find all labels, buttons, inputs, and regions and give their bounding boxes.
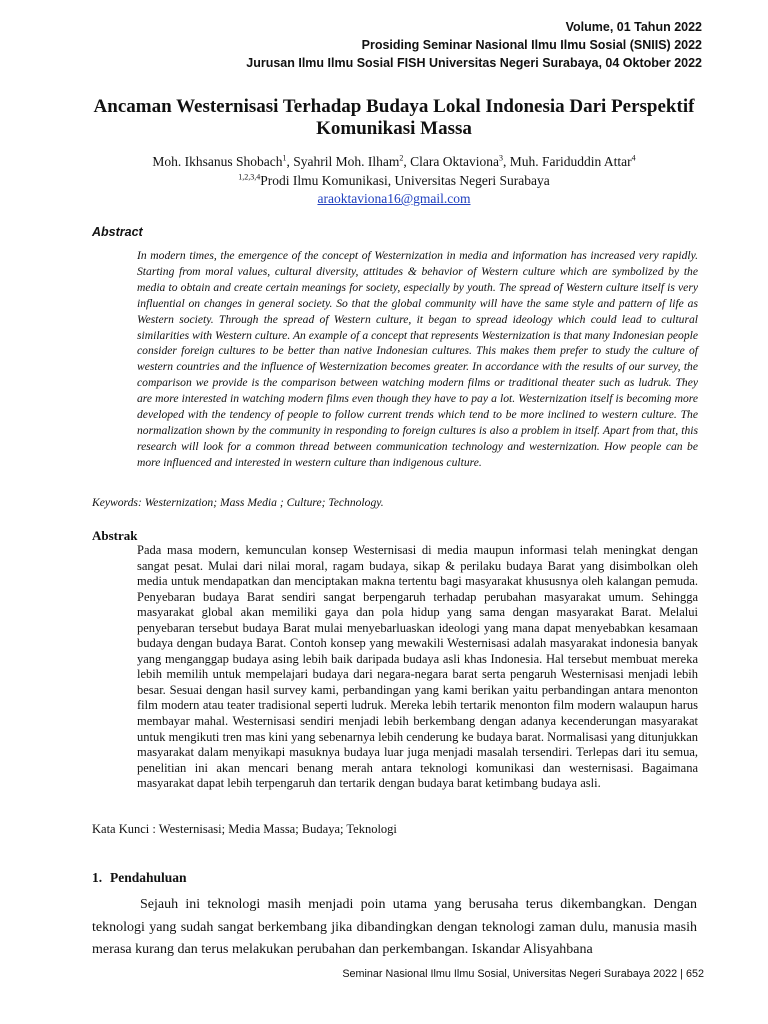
kata-kunci: Kata Kunci : Westernisasi; Media Massa; Budaya; Teknologi [92,822,397,836]
author-superscript: 4 [631,153,636,163]
author-name: Muh. Fariduddin Attar [509,154,632,169]
abstrak-heading: Abstrak [92,528,138,543]
author-name: Clara Oktaviona [410,154,499,169]
author-superscript: 2 [399,153,404,163]
author-list: Moh. Ikhsanus Shobach$^1$, Syahril Moh. Ilham$^2$, Clara Oktaviona$^3$, Muh. Fariduddin Attar$^4$ [152,153,636,169]
affiliation-text: Prodi Ilmu Komunikasi, Universitas Negeri Surabaya [260,173,550,188]
abstract-heading: Abstract [92,225,143,239]
author-name: Syahril Moh. Ilham [293,154,400,169]
keywords: Keywords: Westernization; Mass Media ; Culture; Technology. [92,496,384,509]
section-body-text: Sejauh ini teknologi masih menjadi poin utama yang berusaha terus dikembangkan. Dengan teknologi yang sudah sangat berkembang jika dibandingkan dengan teknologi zaman dulu, manusia masih merasa kurang dan terus melakukan perubahan dan perkembangan. Iskandar Alisyahbana [92,897,697,957]
institution-header: Jurusan Ilmu Ilmu Sosial FISH Universitas Negeri Surabaya, 04 Oktober 2022 [246,56,702,70]
proceedings-header: Prosiding Seminar Nasional Ilmu Ilmu Sosial (SNIIS) 2022 [361,38,702,52]
author-email [60,190,728,208]
section-number: 1. [92,870,103,885]
section-title: Pendahuluan [110,870,187,885]
section-heading [92,870,187,886]
author-name: Moh. Ikhsanus Shobach [152,154,283,169]
email-link[interactable]: araoktaviona16@gmail.com [317,191,471,206]
page-footer: Seminar Nasional Ilmu Ilmu Sosial, Universitas Negeri Surabaya 2022 | 652 [342,968,704,980]
author-superscript: 3 [498,153,503,163]
abstrak-text: Pada masa modern, kemunculan konsep Westernisasi di media maupun informasi telah meningkat dengan sangat pesat. Mulai dari nilai moral, ragam budaya, sikap & perilaku budaya Barat yang disimbolkan oleh media untuk mendapatkan dan menciptakan makna tertentu bagi masyarakat khususnya oleh kalangan pemuda. Penyebaran budaya Barat sendiri sangat berpengaruh terhadap perubahan masyarakat umum. Sehingga masyarakat global akan memiliki gaya dan pola hidup yang sama dengan masyarakat Barat. Melalui penyebaran tersebut budaya Barat mulai menyebarluaskan ideologi yang mana dapat menyebabkan kesamaan budaya dengan budaya Barat. Contoh konsep yang mewakili Westernisasi adalah masyarakat indonesia banyak yang menganggap budaya asing lebih baik daripada budaya asli khas Indonesia. Hal tersebut membuat mereka lebih memilih untuk mempelajari budaya dari negara-negara barat serta pengaruh Westernisasi menjadi lebih besar. Sesuai dengan hasil survey kami, perbandingan yang kami berikan yaitu perbandingan antara menonton film modern atau teater tradisional seperti ludruk. Mereka lebih tertarik menonton film modern walaupun harus membayar mahal. Westernisasi sendiri menjadi lebih berkembang dengan adanya kecenderungan masyarakat untuk mengikuti tren mas kini yang sebenarnya lebih cenderung ke budaya barat. Normalisasi yang ditunjukkan masyarakat dalam menyikapi masuknya budaya luar juga menjadi masalah tersendiri. Terlepas dari itu semua, penelitian ini akan mencari benang merah antara teknologi komunikasi dan westernisasi. Bagaimana masyarakat dapat lebih terpengaruh dan tertarik dengan budaya barat ketimbang budaya asli. [137,543,698,791]
paper-title: Ancaman Westernisasi Terhadap Budaya Lokal Indonesia Dari Perspektif Komunikasi Massa [93,96,695,139]
affiliation-superscript: 1,2,3,4 [238,172,261,182]
affiliation [60,172,728,190]
author-superscript: 1 [282,153,287,163]
abstract-text: In modern times, the emergence of the concept of Westernization in media and information has increased very rapidly. Starting from moral values, cultural diversity, attitudes & behavior of Western culture which are symbolized by the media to obtain and create certain meanings for society, especially by youth. The spread of Western culture itself is very influential on changes in general society. So that the global community will have the same style and pattern of life as Western society. Through the spread of Western culture, it began to spread ideology which could lead to cultural similarities with Western culture. An example of a concept that represents Westernization is that many Indonesian people consider foreign cultures to be better than native Indonesian cultures. This makes them prefer to study the culture of western countries and the influence of Westernization becomes greater. In accordance with the results of our survey, the comparison we provide is the comparison between watching modern films or traditional theater such as ludruk. They are more interested in watching modern films even though they have to pay a lot. Westernization itself is becoming more developed with the tendency of people to follow current trends which tend to be more inclined to western culture. The normalization shown by the community in responding to foreign cultures is also a problem in itself. Apart from that, this research will look for a common thread between communication technology and westernization. How people can be more influenced and interested in western culture than indigenous culture. [137,249,698,469]
volume-header: Volume, 01 Tahun 2022 [565,20,702,34]
